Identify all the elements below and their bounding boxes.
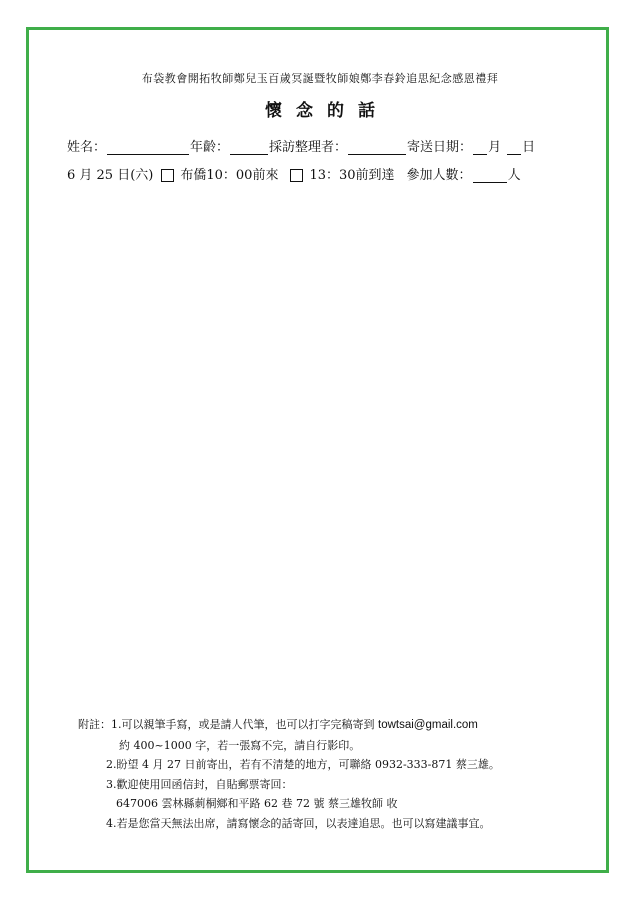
send-day-field[interactable] [507,141,521,155]
notes-prefix: 附註： [78,718,111,731]
info-row [67,136,535,155]
interviewer-label: 採訪整理者： [269,140,348,155]
email-address: towtsai@gmail.com [378,719,478,731]
option1-checkbox[interactable] [161,169,174,182]
send-date-label: 寄送日期： [407,140,473,155]
note-1-cont: 約 400~1000 字，若一張寫不完，請自行影印。 [119,738,361,752]
option2-label: 13：30前到達 [309,168,395,183]
note-3-address: 647006 雲林縣莿桐鄉和平路 62 巷 72 號 蔡三雄牧師 收 [116,797,398,810]
age-field[interactable] [230,141,268,155]
option2-checkbox[interactable] [290,169,303,182]
day-unit: 日 [522,140,536,155]
event-subtitle: 布袋教會開拓牧師鄭兒玉百歲冥誕暨牧師娘鄭李春鈴追思紀念感恩禮拜 [141,72,499,85]
notes-section [78,715,500,833]
attendees-label: 參加人數： [406,168,472,183]
note-2: 2.盼望 4 月 27 日前寄出，若有不清楚的地方，可聯絡 0932-333-871 蔡三雄。 [106,758,500,771]
name-field[interactable] [107,141,189,155]
send-month-field[interactable] [473,141,487,155]
interviewer-field[interactable] [348,141,406,155]
attendees-field[interactable] [473,169,507,183]
month-unit: 月 [488,140,502,155]
option1-label: 布僑10：00前來 [180,168,279,183]
event-date: 6 月 25 日(六) [67,168,154,183]
name-label: 姓名： [67,140,107,155]
age-label: 年齡： [190,140,230,155]
note-4: 4.若是您當天無法出席，請寫懷念的話寄回，以表達追思。也可以寫建議事宜。 [106,816,491,830]
people-unit: 人 [507,168,521,183]
attendance-row [67,164,521,183]
note-1-text: 1.可以親筆手寫，或是請人代筆，也可以打字完稿寄到 [111,718,378,731]
note-1 [78,715,500,736]
page-title: 懷念的話 [265,101,389,121]
note-3: 3.歡迎使用回函信封，自貼郵票寄回： [106,777,293,791]
